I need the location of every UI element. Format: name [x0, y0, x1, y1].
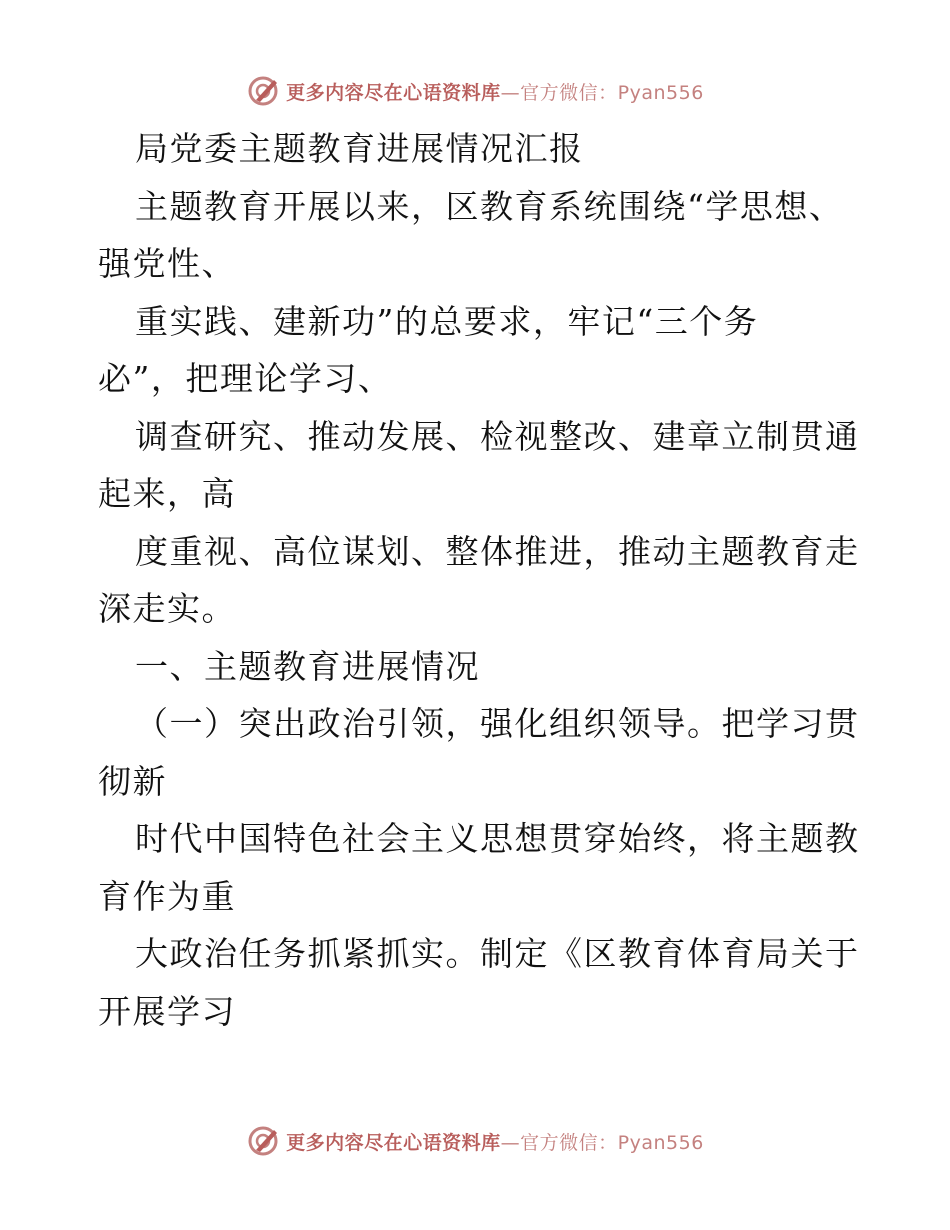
text-line: 彻新	[98, 761, 167, 801]
text-line: 育作为重	[98, 876, 236, 916]
text-line: 一、主题教育进展情况	[135, 646, 480, 686]
watermark-logo-icon	[246, 1124, 280, 1158]
watermark-separator: —	[500, 81, 521, 104]
text-line: 开展学习	[98, 991, 236, 1031]
text-line: 深走实。	[98, 589, 236, 628]
text-line: 度重视、高位谋划、整体推进，推动主题教育走	[135, 531, 860, 571]
text-line: 主题教育开展以来，区教育系统围绕“学思想、	[135, 186, 844, 226]
text-line: （一）突出政治引领，强化组织领导。把学习贯	[135, 704, 860, 743]
text-line: 时代中国特色社会主义思想贯穿始终，将主题教	[135, 819, 860, 858]
text-line: 强党性、	[98, 244, 236, 283]
document-body	[98, 120, 858, 1040]
watermark-brand: 更多内容尽在心语资料库	[286, 81, 501, 104]
watermark-contact: 官方微信：Pyan556	[520, 81, 704, 104]
text-line: 起来，高	[98, 474, 236, 513]
document-title: 局党委主题教育进展情况汇报	[135, 129, 584, 168]
watermark-separator: —	[500, 1131, 521, 1154]
watermark-logo-icon	[246, 74, 280, 108]
text-line: 必”，把理论学习、	[98, 359, 393, 398]
text-line: 重实践、建新功”的总要求，牢记“三个务	[135, 301, 759, 341]
text-line: 调查研究、推动发展、检视整改、建章立制贯通	[135, 416, 860, 456]
watermark-footer	[0, 1121, 950, 1161]
watermark-brand: 更多内容尽在心语资料库	[286, 1131, 501, 1154]
watermark-header	[0, 71, 950, 111]
watermark-contact: 官方微信：Pyan556	[520, 1131, 704, 1154]
text-line: 大政治任务抓紧抓实。制定《区教育体育局关于	[135, 934, 860, 973]
